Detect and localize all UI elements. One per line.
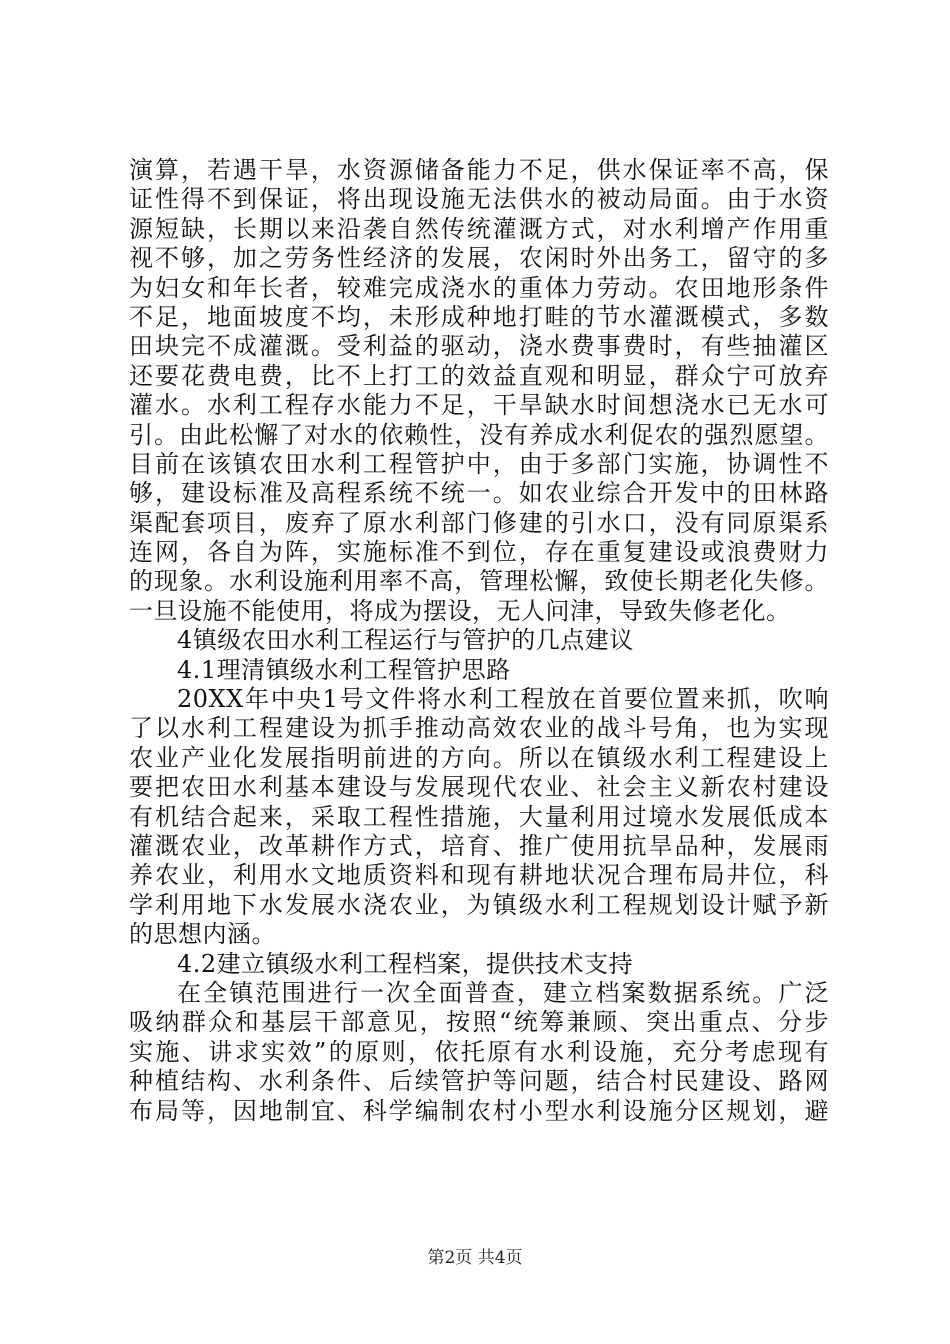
text-line: 引。由此松懈了对水的依赖性，没有养成水利促农的强烈愿望。 [129,420,829,449]
body-text [129,156,829,1126]
text-line: 渠配套项目，废弃了原水利部门修建的引水口，没有同原渠系 [129,508,829,537]
text-line: 4.1理清镇级水利工程管护思路 [177,655,511,684]
text-line: 4镇级农田水利工程运行与管护的几点建议 [177,626,634,655]
text-line: 证性得不到保证，将出现设施无法供水的被动局面。由于水资 [129,185,829,214]
text-line: 演算，若遇干旱，水资源储备能力不足，供水保证率不高，保 [129,156,829,184]
text-line: 视不够，加之劳务性经济的发展，农闲时外出务工，留守的多 [129,244,829,273]
text-line: 实施、讲求实效”的原则，依托原有水利设施，充分考虑现有 [129,1037,829,1066]
text-line: 不足，地面坡度不均，未形成种地打畦的节水灌溉模式，多数 [129,302,829,331]
text-line: 了以水利工程建设为抓手推动高效农业的战斗号角，也为实现 [129,714,829,743]
text-line: 还要花费电费，比不上打工的效益直观和明显，群众宁可放弃 [129,361,829,390]
text-line: 农业产业化发展指明前进的方向。所以在镇级水利工程建设上 [129,743,829,772]
text-line: 布局等，因地制宜、科学编制农村小型水利设施分区规划，避 [129,1096,829,1125]
text-line: 在全镇范围进行一次全面普查，建立档案数据系统。广泛 [177,978,829,1007]
page-footer: 第2页 共4页 [427,1248,523,1268]
text-line: 的思想内涵。 [129,920,276,949]
text-line: 学利用地下水发展水浇农业，为镇级水利工程规划设计赋予新 [129,890,829,919]
text-line: 4.2建立镇级水利工程档案，提供技术支持 [177,949,634,978]
text-line: 吸纳群众和基层干部意见，按照“统筹兼顾、突出重点、分步 [129,1008,829,1037]
text-line: 20XX年中央1号文件将水利工程放在首要位置来抓，吹响 [177,685,829,714]
text-line: 一旦设施不能使用，将成为摆设，无人问津，导致失修老化。 [129,596,791,625]
text-line: 要把农田水利基本建设与发展现代农业、社会主义新农村建设 [129,773,829,802]
text-line: 目前在该镇农田水利工程管护中，由于多部门实施，协调性不 [129,449,829,478]
text-line: 种植结构、水利条件、后续管护等问题，结合村民建设、路网 [129,1067,829,1096]
text-line: 灌溉农业，改革耕作方式，培育、推广使用抗旱品种，发展雨 [129,831,829,860]
text-line: 源短缺，长期以来沿袭自然传统灌溉方式，对水利增产作用重 [129,214,829,243]
text-line: 灌水。水利工程存水能力不足，干旱缺水时间想浇水已无水可 [129,391,829,420]
text-line: 田块完不成灌溉。受利益的驱动，浇水费事费时，有些抽灌区 [129,332,829,361]
text-line: 的现象。水利设施利用率不高，管理松懈，致使长期老化失修。 [129,567,829,596]
text-line: 为妇女和年长者，较难完成浇水的重体力劳动。农田地形条件 [129,273,829,302]
text-line: 养农业，利用水文地质资料和现有耕地状况合理布局井位，科 [129,861,829,890]
text-line: 有机结合起来，采取工程性措施，大量利用过境水发展低成本 [129,802,829,831]
text-line: 连网，各自为阵，实施标准不到位，存在重复建设或浪费财力 [129,538,829,567]
text-line: 够，建设标准及高程系统不统一。如农业综合开发中的田林路 [129,479,829,508]
